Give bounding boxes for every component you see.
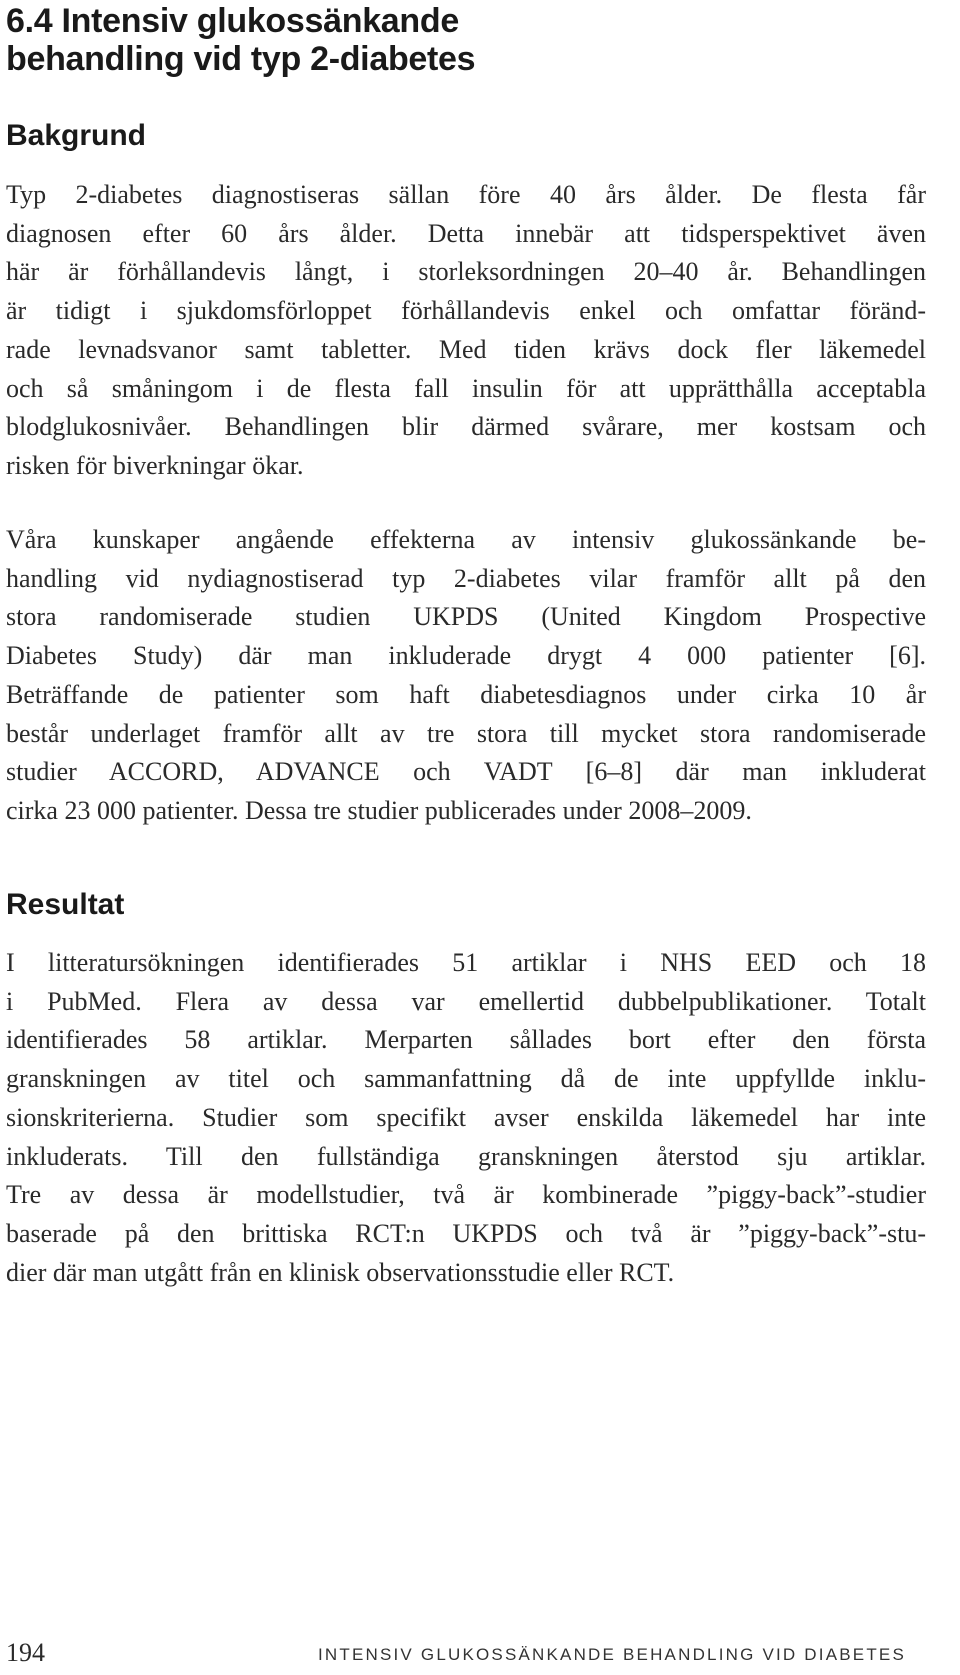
text-line: rade levnadsvanor samt tabletter. Med tiden krävs dock fler läkemedel xyxy=(6,334,926,364)
page-footer xyxy=(6,1637,906,1669)
section-title-line: behandling vid typ 2-diabetes xyxy=(6,40,476,78)
text-line: stora randomiserade studien UKPDS (United Kingdom Prospective xyxy=(6,602,926,632)
bakgrund-heading: Bakgrund xyxy=(6,119,147,152)
text-line: I litteratursökningen identifierades 51 artiklar i NHS EED och 18 xyxy=(6,948,926,977)
text-line: Våra kunskaper angående effekterna av intensiv glukossänkande be- xyxy=(6,525,926,554)
text-line: blodglukosnivåer. Behandlingen blir därmed svårare, mer kostsam och xyxy=(6,412,926,442)
text-line: cirka 23 000 patienter. Dessa tre studier publicerades under 2008–2009. xyxy=(6,795,752,825)
section-title xyxy=(6,2,906,78)
text-line: är tidigt i sjukdomsförloppet förhållandevis enkel och omfattar föränd- xyxy=(6,296,926,326)
text-line: inkluderats. Till den fullständiga granskningen återstod sju artiklar. xyxy=(6,1141,926,1171)
page-number: 194 xyxy=(6,1638,45,1667)
text-line: Typ 2-diabetes diagnostiseras sällan före 40 års ålder. De flesta får xyxy=(6,180,926,209)
running-head: INTENSIV GLUKOSSÄNKANDE BEHANDLING VID DIABETES xyxy=(317,1645,906,1664)
text-line: handling vid nydiagnostiserad typ 2-diabetes vilar framför allt på den xyxy=(6,563,926,593)
text-line: Diabetes Study) där man inkluderade drygt 4 000 patienter [6]. xyxy=(6,641,926,671)
text-line: här är förhållandevis långt, i storleksordningen 20–40 år. Behandlingen xyxy=(6,257,926,287)
text-line: sionskriterierna. Studier som specifikt avser enskilda läkemedel har inte xyxy=(6,1102,926,1132)
section-title-line: 6.4 Intensiv glukossänkande xyxy=(6,2,459,40)
text-line: dier där man utgått från en klinisk observationsstudie eller RCT. xyxy=(6,1257,675,1287)
text-line: Beträffande de patienter som haft diabetesdiagnos under cirka 10 år xyxy=(6,679,926,709)
resultat-paragraph-1 xyxy=(6,944,926,1292)
text-line: består underlaget framför allt av tre stora till mycket stora randomiserade xyxy=(6,718,926,748)
resultat-heading: Resultat xyxy=(6,888,125,921)
text-line: risken för biverkningar ökar. xyxy=(6,450,304,480)
text-line: diagnosen efter 60 års ålder. Detta innebär att tidsperspektivet även xyxy=(6,218,926,248)
text-line: granskningen av titel och sammanfattning då de inte uppfyllde inklu- xyxy=(6,1064,926,1094)
text-line: studier ACCORD, ADVANCE och VADT [6–8] där man inkluderat xyxy=(6,757,926,787)
bakgrund-paragraph-2 xyxy=(6,521,926,831)
text-line: baserade på den brittiska RCT:n UKPDS och två är ”piggy-back”-stu- xyxy=(6,1218,926,1248)
text-line: och så småningom i de flesta fall insulin för att upprätthålla acceptabla xyxy=(6,373,926,403)
bakgrund-paragraph-1 xyxy=(6,176,926,486)
text-line: Tre av dessa är modellstudier, två är kombinerade ”piggy-back”-studier xyxy=(6,1180,926,1210)
text-line: identifierades 58 artiklar. Merparten sållades bort efter den första xyxy=(6,1025,926,1055)
text-line: i PubMed. Flera av dessa var emellertid dubbelpublikationer. Totalt xyxy=(6,986,926,1016)
